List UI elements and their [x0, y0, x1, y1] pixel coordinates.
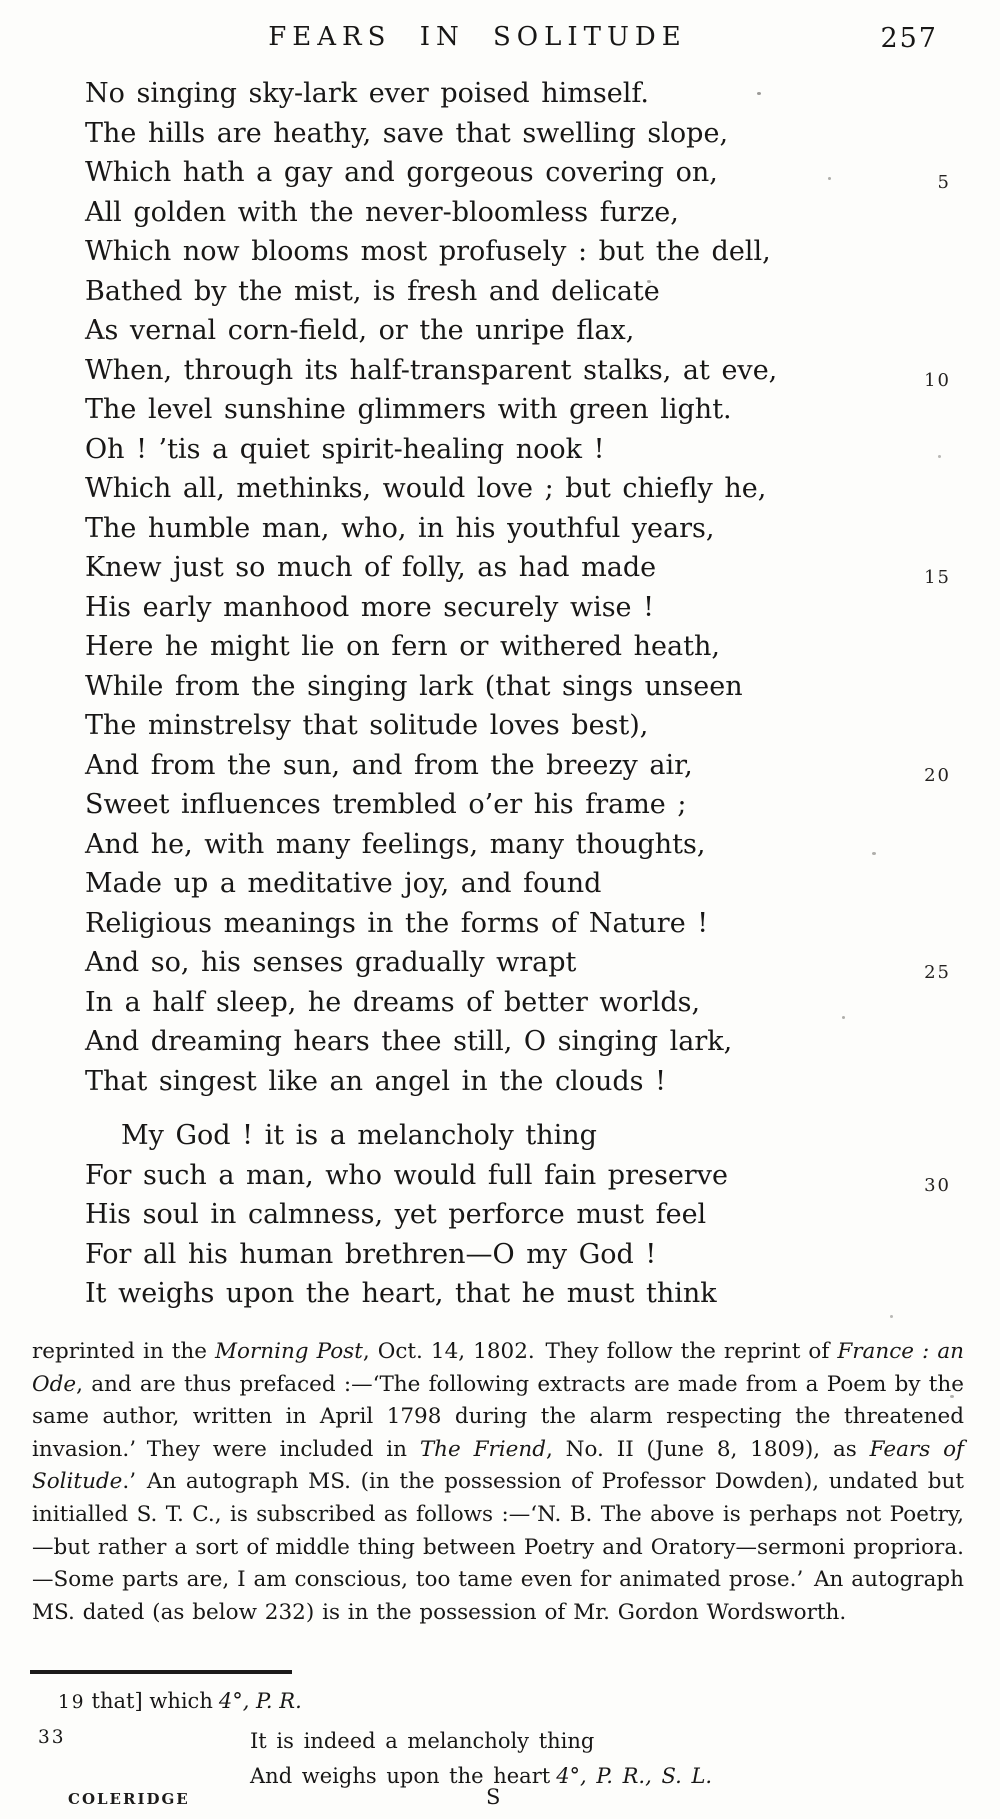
poem-line-text: When, through its half-transparent stalks, at eve,: [85, 354, 778, 386]
poem-line-text: Made up a meditative joy, and found: [85, 868, 602, 899]
poem-line-text: In a half sleep, he dreams of better worlds,: [85, 986, 701, 1018]
poem-line-text: The minstrelsy that solitude loves best),: [85, 710, 649, 741]
poem-line-text: His soul in calmness, yet perforce must feel: [85, 1199, 707, 1230]
poem-line-text: And he, with many feelings, many thoughts,: [85, 828, 706, 860]
scan-speckle: [647, 280, 651, 283]
critical-apparatus: [38, 1686, 958, 1794]
running-head: [0, 22, 1000, 62]
poem-line: [85, 1235, 957, 1275]
printer-signature: COLERIDGE: [68, 1790, 190, 1808]
poem-line: [85, 785, 957, 825]
apparatus-verse-line: It is indeed a melancholy thing: [250, 1729, 595, 1753]
poem-line-text: And dreaming hears thee still, O singing lark,: [85, 1026, 733, 1057]
footnote-segment: reprinted in the: [32, 1339, 215, 1364]
poem-line-text: No singing sky-lark ever poised himself.: [85, 78, 649, 109]
poem-line: [85, 667, 957, 707]
poem-line: [85, 943, 957, 983]
apparatus-line-number: 19: [58, 1692, 86, 1713]
poem-line: [85, 272, 957, 312]
apparatus-text: that] which: [91, 1689, 213, 1713]
poem-line: [85, 232, 957, 272]
poem-line-text: And so, his senses gradually wrapt: [85, 947, 577, 978]
apparatus-entry: [38, 1724, 958, 1794]
poem-line: [85, 509, 957, 549]
poem-line: [85, 1116, 957, 1156]
poem-line: [85, 746, 957, 786]
poem-line: [85, 548, 957, 588]
poem-line-text: For all his human brethren—O my God !: [85, 1238, 657, 1270]
page-number: 257: [880, 23, 938, 54]
apparatus-sigla: 4°, P. R., S. L.: [556, 1764, 713, 1788]
apparatus-line-number: 33: [38, 1727, 66, 1748]
poem-line: [85, 114, 957, 154]
poem-line-number: 10: [924, 369, 951, 391]
poem-line-number: 30: [924, 1174, 951, 1196]
footnote-segment: , and are thus prefaced :—‘The following extracts are made from a Poem by the same author, written in April 1798 during the alarm respecting the threatened invasion.’ They were included in: [32, 1371, 964, 1462]
footnote-segment-italic: Fears of Solitude: [32, 1436, 964, 1495]
scan-speckle: [890, 1315, 893, 1318]
poem-line-text: Bathed by the mist, is fresh and delicate: [85, 275, 660, 307]
poem-line: [85, 469, 957, 509]
scan-speckle: [938, 455, 941, 458]
poem-line-number: 25: [924, 962, 951, 983]
poem-line-text: Sweet influences trembled o’er his frame ;: [85, 789, 687, 820]
apparatus-entry: [38, 1686, 958, 1718]
scan-speckle: [842, 1016, 845, 1019]
poem-line-text: My God ! it is a melancholy thing: [121, 1120, 597, 1151]
poem-line-text: Which hath a gay and gorgeous covering on,: [85, 157, 718, 188]
poem-line-text: All golden with the never-bloomless furze,: [85, 196, 679, 228]
poem-line-text: The level sunshine glimmers with green light.: [85, 394, 732, 425]
poem-line-text: The hills are heathy, save that swelling slope,: [85, 117, 729, 149]
poem-line-number: 5: [937, 172, 951, 193]
footnote-segment-italic: France : an Ode: [32, 1339, 965, 1397]
poem-line: [85, 588, 957, 628]
apparatus-text: And weighs upon the heart: [250, 1764, 551, 1788]
poem-line: [85, 193, 957, 233]
poem-line: [85, 627, 957, 667]
poem-line-text: The humble man, who, in his youthful years,: [85, 512, 715, 544]
poem-line-text: For such a man, who would full fain preserve: [85, 1159, 728, 1191]
gathering-letter: S: [486, 1785, 501, 1809]
poem-line-text: As vernal corn-field, or the unripe flax,: [85, 315, 635, 346]
poem-line-text: While from the singing lark (that sings unseen: [85, 670, 743, 702]
poem-stanza: [85, 1116, 957, 1314]
apparatus-sigla: 4°, P. R.: [218, 1689, 302, 1713]
poem-line: [85, 1195, 957, 1235]
footnote-segment: , No. II (June 8, 1809), as: [546, 1436, 870, 1462]
poem-line: [85, 825, 957, 865]
poem-line: [85, 390, 957, 430]
poem-line: [85, 311, 957, 351]
apparatus-verse-line: [250, 1759, 958, 1794]
scan-speckle: [757, 92, 761, 95]
footnote-segment: .’ An autograph MS. (in the possession of Professor Dowden), undated but initialled S. T. C., is subscribed as follows :—‘N. B. The above is perhaps not Poetry,—but rather a sort of middle thing between Poetry and Oratory—sermoni propriora.—Some parts are, I am conscious, too tame even for animated prose.’ An autograph MS. dated (as below 232) is in the possession of Mr. Gordon Wordsworth.: [32, 1469, 964, 1625]
poem-line: [85, 351, 957, 391]
poem-line-text: Knew just so much of folly, as had made: [85, 552, 657, 583]
poem-line-text: That singest like an angel in the clouds !: [85, 1065, 666, 1097]
poem-line: [85, 430, 957, 470]
poem-line: [85, 983, 957, 1023]
poem-line: [85, 1062, 957, 1102]
poem-line: [85, 1022, 957, 1062]
poem-line: [85, 153, 957, 193]
poem-stanza: [85, 74, 957, 1101]
poem-line: [85, 904, 957, 944]
poem-line-text: Which all, methinks, would love ; but chiefly he,: [85, 473, 767, 504]
footnote-segment-italic: The Friend: [419, 1436, 546, 1462]
footnote-segment-italic: Morning Post: [215, 1339, 363, 1364]
poem-line-number: 20: [924, 764, 951, 786]
poem-line-text: His early manhood more securely wise !: [85, 591, 654, 623]
poem-line: [85, 74, 957, 114]
poem-line-text: It weighs upon the heart, that he must think: [85, 1278, 717, 1309]
scan-speckle: [828, 177, 831, 180]
poem-line-text: Religious meanings in the forms of Nature !: [85, 907, 709, 939]
poem-line: [85, 1274, 957, 1314]
scan-speckle: [872, 852, 876, 855]
footnote: [32, 1336, 964, 1629]
running-head-title: FEARS IN SOLITUDE: [268, 22, 687, 52]
poem-line-text: And from the sun, and from the breezy air,: [85, 749, 693, 781]
poem-line: [85, 864, 957, 904]
scan-speckle: [950, 1395, 954, 1398]
poem-line-number: 15: [924, 567, 951, 588]
poem-line: [85, 706, 957, 746]
footnote-segment: , Oct. 14, 1802. They follow the reprint of: [362, 1339, 838, 1364]
poem-line-text: Here he might lie on fern or withered heath,: [85, 631, 720, 662]
poem-line-text: Oh ! ’tis a quiet spirit-healing nook !: [85, 433, 605, 465]
apparatus-divider-rule: [30, 1670, 292, 1674]
poem-line-text: Which now blooms most profusely : but the dell,: [85, 236, 771, 267]
poem-line: [85, 1156, 957, 1196]
apparatus-variant-verse: [250, 1724, 958, 1794]
poem: [85, 74, 957, 1314]
